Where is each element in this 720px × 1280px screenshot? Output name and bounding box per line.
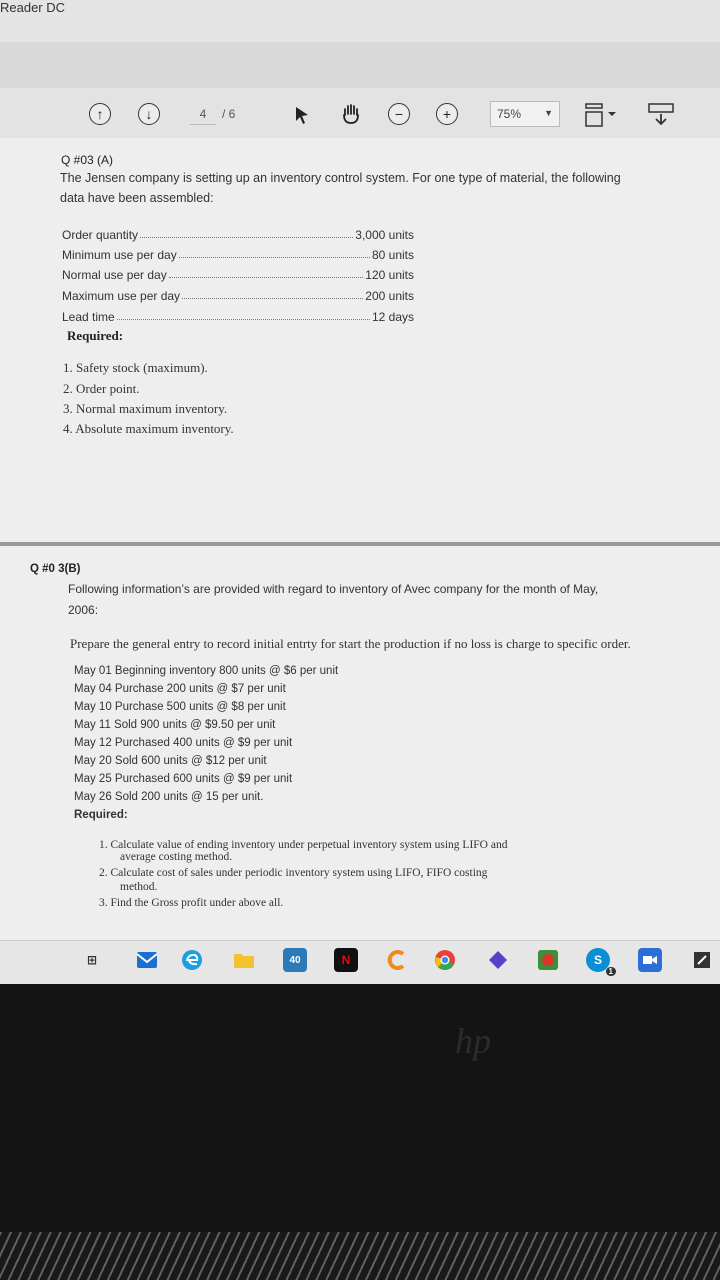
ccleaner-icon: [386, 949, 408, 971]
required-item: 2. Calculate cost of sales under periodic inventory system using LIFO, FIFO costing: [99, 867, 488, 879]
page-layout-button[interactable]: [582, 101, 622, 129]
mail-icon: [136, 951, 158, 969]
app-square-button[interactable]: [690, 948, 714, 972]
app-title: Reader DC: [0, 0, 66, 15]
app-title-bar: [0, 0, 720, 43]
row-label: Order quantity: [62, 228, 139, 242]
previous-page-button[interactable]: [89, 103, 111, 125]
transaction-line: May 12 Purchased 400 units @ $9 per unit: [74, 737, 293, 749]
netflix-app-button[interactable]: [334, 948, 358, 972]
arrow-up-icon: ↑: [96, 106, 104, 122]
skype-badge: 1: [606, 967, 616, 976]
intro-line: The Jensen company is setting up an inventory control system. For one type of material, the following: [60, 171, 621, 185]
hand-tool-button[interactable]: [338, 102, 364, 126]
app-diamond-button[interactable]: [486, 948, 510, 972]
required-item: method.: [120, 881, 158, 893]
intro-line: Following information’s are provided with regard to inventory of Avec company for the month of May,: [68, 582, 599, 596]
data-row: [62, 283, 414, 303]
required-item: 1. Safety stock (maximum).: [63, 360, 208, 375]
page-total: / 6: [222, 107, 236, 121]
required-heading: Required:: [74, 809, 128, 821]
file-explorer-button[interactable]: [232, 948, 256, 972]
required-item: average costing method.: [120, 851, 233, 863]
skype-app-button[interactable]: [586, 948, 613, 976]
row-value: 12 days: [371, 310, 414, 324]
row-value: 3,000 units: [355, 228, 414, 242]
data-row: [62, 262, 414, 282]
video-app-button[interactable]: [638, 948, 662, 972]
transaction-line: May 20 Sold 600 units @ $12 per unit: [74, 755, 267, 767]
keyboard-download-button[interactable]: [646, 101, 676, 129]
next-page-button[interactable]: [138, 103, 160, 125]
taskbar: [0, 940, 720, 985]
intro-line: 2006:: [68, 603, 99, 617]
square-app-icon: [693, 951, 711, 969]
task-view-icon: ⊞: [86, 953, 98, 967]
required-heading: Required:: [67, 328, 124, 343]
row-label: Normal use per day: [62, 268, 167, 282]
transaction-line: May 11 Sold 900 units @ $9.50 per unit: [74, 719, 276, 731]
photos-app-button[interactable]: [283, 948, 307, 972]
zoom-level-select[interactable]: [490, 101, 560, 127]
question-heading: Q #0 3(B): [30, 563, 81, 575]
zoom-out-button[interactable]: [388, 103, 410, 125]
required-item: 4. Absolute maximum inventory.: [63, 421, 234, 436]
transaction-line: May 10 Purchase 500 units @ $8 per unit: [74, 701, 286, 713]
required-item: 2. Order point.: [63, 381, 140, 396]
row-label: Lead time: [62, 310, 115, 324]
chrome-browser-button[interactable]: [433, 948, 457, 972]
row-label: Minimum use per day: [62, 248, 177, 262]
intro-line: data have been assembled:: [60, 191, 214, 205]
diamond-icon: [488, 950, 508, 970]
hp-logo: hp: [455, 1021, 491, 1061]
row-value: 120 units: [365, 268, 414, 282]
transaction-line: May 25 Purchased 600 units @ $9 per unit: [74, 773, 293, 785]
arrow-down-icon: ↓: [145, 106, 153, 122]
dropdown-caret-icon: ▼: [544, 108, 553, 118]
plus-icon: +: [442, 106, 452, 122]
question-heading: Q #03 (A): [61, 153, 114, 167]
keyboard-icon: [647, 102, 675, 128]
required-item: 3. Find the Gross profit under above all.: [99, 897, 284, 909]
zoom-value: 75%: [497, 107, 522, 121]
game-icon: [537, 949, 559, 971]
hand-icon: [339, 102, 363, 126]
edge-browser-button[interactable]: [180, 948, 204, 972]
page-layout-icon: [584, 102, 620, 128]
transaction-line: May 04 Purchase 200 units @ $7 per unit: [74, 683, 286, 695]
transaction-line: May 26 Sold 200 units @ 15 per unit.: [74, 791, 264, 803]
data-row: [62, 222, 414, 242]
minus-icon: −: [394, 106, 404, 122]
edge-icon: [181, 949, 203, 971]
menu-band: [0, 42, 720, 89]
row-value: 80 units: [371, 248, 414, 262]
zoom-in-button[interactable]: [436, 103, 458, 125]
transaction-line: May 01 Beginning inventory 800 units @ $6 per unit: [74, 665, 339, 677]
select-tool-button[interactable]: [290, 104, 314, 126]
mail-app-button[interactable]: [135, 948, 159, 972]
ccleaner-app-button[interactable]: [385, 948, 409, 972]
skype-icon: S: [593, 953, 602, 967]
game-app-button[interactable]: [536, 948, 560, 972]
keyboard-vents: [0, 1232, 720, 1280]
instruction-text: Prepare the general entry to record initial entrty for start the production if no loss is charge to specific order.: [70, 636, 631, 651]
row-value: 200 units: [365, 289, 414, 303]
netflix-icon: N: [341, 953, 351, 967]
required-item: 3. Normal maximum inventory.: [63, 401, 228, 416]
row-label: Maximum use per day: [62, 289, 181, 303]
folder-icon: [233, 951, 255, 969]
cursor-arrow-icon: [293, 105, 311, 125]
page-number-input[interactable]: 4: [190, 104, 216, 125]
video-camera-icon: [642, 954, 658, 966]
task-view-button[interactable]: [80, 948, 104, 972]
photos-badge: 40: [289, 954, 301, 966]
data-row: [62, 304, 414, 324]
chrome-icon: [434, 949, 456, 971]
required-item: 1. Calculate value of ending inventory under perpetual inventory system using LIFO and: [99, 839, 508, 851]
data-row: [62, 242, 414, 262]
